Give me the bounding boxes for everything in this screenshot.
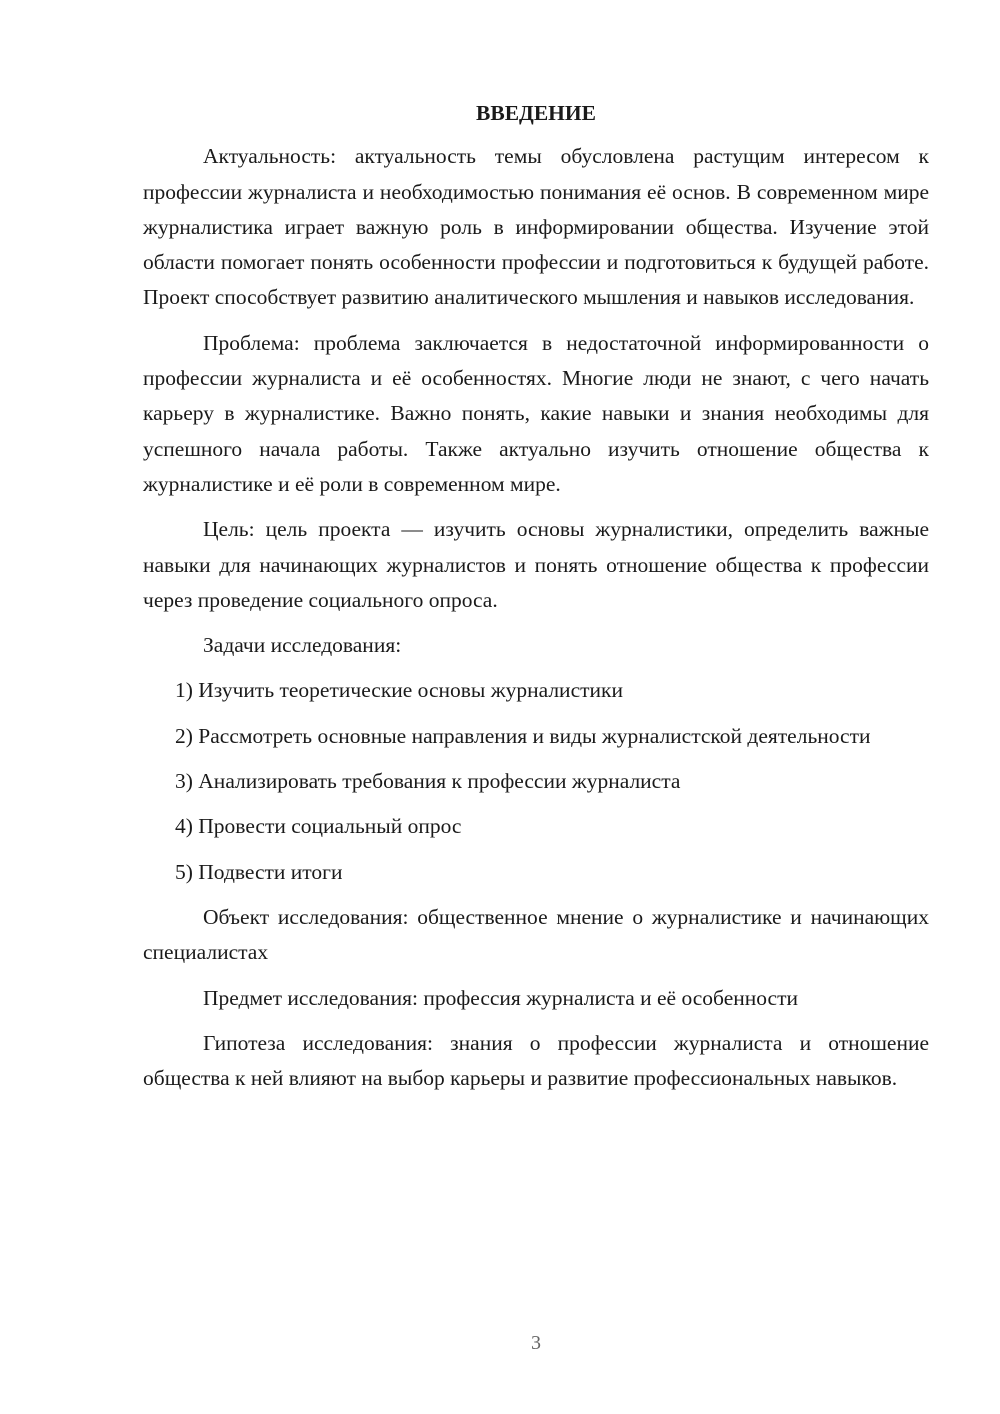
paragraph-object: Объект исследования: общественное мнение о журналистике и начинающих специалистах — [143, 904, 929, 965]
paragraph-subject: Предмет исследования: профессия журналиста и её особенности — [203, 985, 798, 1010]
paragraph-hypothesis: Гипотеза исследования: знания о профессии журналиста и отношение общества к ней влияют на выбор карьеры и развитие профессиональных навыков. — [143, 1030, 929, 1091]
list-item-task-3: 3) Анализировать требования к профессии журналиста — [175, 769, 681, 794]
tasks-list — [143, 673, 929, 889]
list-item-task-4: 4) Провести социальный опрос — [175, 814, 462, 839]
page-number: 3 — [531, 1332, 541, 1354]
paragraph-relevance: Актуальность: актуальность темы обусловлена растущим интересом к профессии журналиста и необходимостью понимания её основ. В современном мире журналистика играет важную роль в информировании общества. Изучение этой области помогает понять особенности профессии и подготовиться к будущей работе. Проект способствует развитию аналитического мышления и навыков исследования. — [143, 144, 929, 310]
list-item-task-5: 5) Подвести итоги — [175, 859, 343, 884]
tasks-heading: Задачи исследования: — [203, 633, 402, 658]
paragraph-goal: Цель: цель проекта — изучить основы журналистики, определить важные навыки для начинающих журналистов и понять отношение общества к профессии через проведение социального опроса. — [143, 517, 929, 612]
list-item-task-2: 2) Рассмотреть основные направления и виды журналистской деятельности — [175, 723, 871, 748]
list-item-task-1: 1) Изучить теоретические основы журналистики — [175, 678, 623, 703]
page-content — [143, 96, 929, 1106]
page-title: ВВЕДЕНИЕ — [476, 101, 596, 125]
paragraph-problem: Проблема: проблема заключается в недостаточной информированности о профессии журналиста и её особенностях. Многие люди не знают, с чего начать карьеру в журналистике. Важно понять, какие навыки и знания необходимы для успешного начала работы. Также актуально изучить отношение общества к журналистике и её роли в современном мире. — [143, 330, 929, 496]
